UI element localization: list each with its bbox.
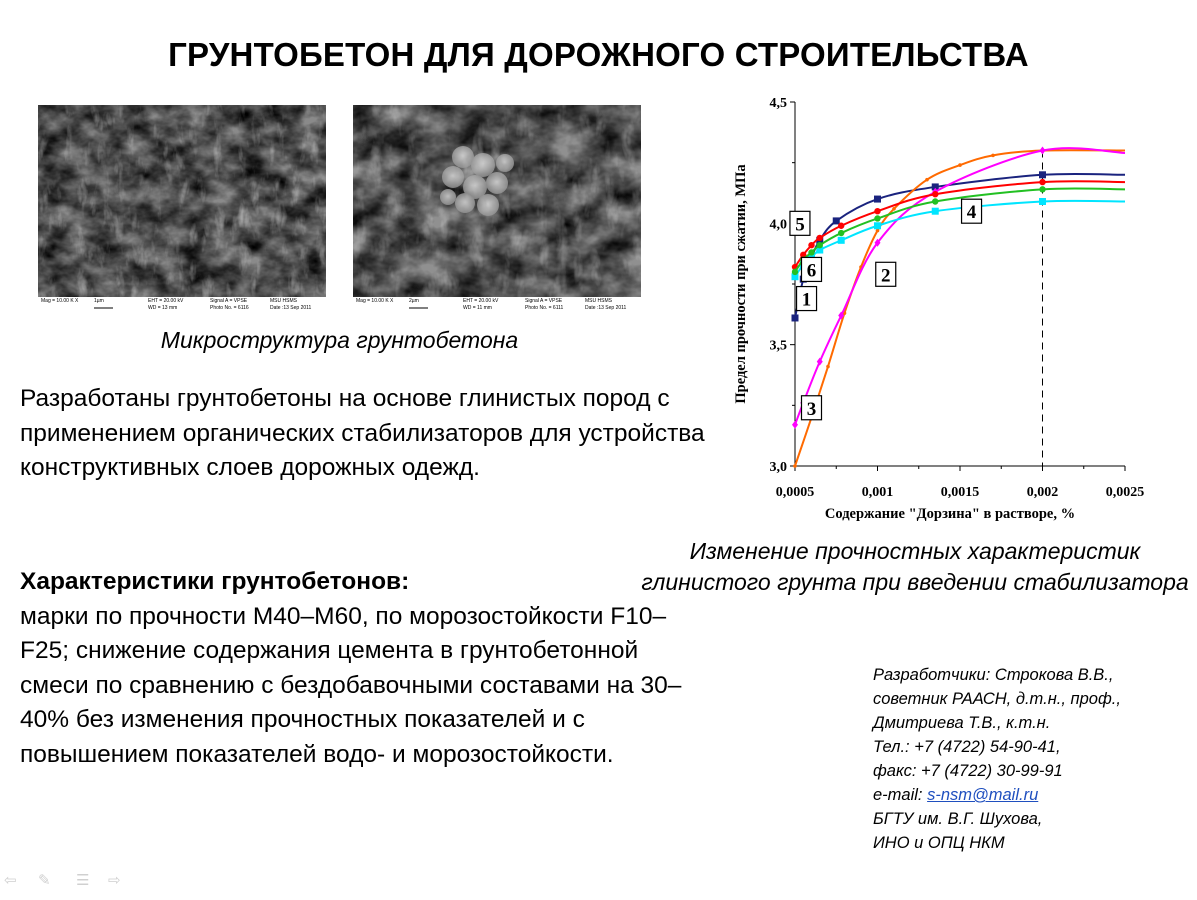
y-tick-label: 4,5 <box>769 96 787 111</box>
photo2-scale: 2µm <box>409 298 419 304</box>
specs-block <box>20 565 700 772</box>
slide-nav-controls <box>4 871 134 891</box>
series-2-point <box>876 229 880 233</box>
series-5-point <box>817 235 823 241</box>
dev-email-label: e-mail: <box>873 786 928 804</box>
series-4-point <box>1039 198 1046 205</box>
prev-arrow-icon[interactable]: ⇦ <box>4 872 17 889</box>
specs-heading: Характеристики грунтобетонов: <box>20 568 410 595</box>
series-2-point <box>925 178 929 182</box>
menu-icon[interactable]: ☰ <box>76 872 90 889</box>
x-tick-label: 0,0005 <box>775 485 815 500</box>
series-1-point <box>792 314 799 321</box>
specs-text: марки по прочности М40–М60, по морозостойкости F10–F25; снижение содержания цемента в грунтобетонной смеси по сравнению с бездобавочными составами на 30–40% без изменения прочностных показателей и с повышением показателей водо- и морозостойкости. <box>20 602 682 768</box>
curve-label-4: 4 <box>966 202 977 224</box>
series-4-point <box>874 222 881 229</box>
series-line-1 <box>795 174 1125 318</box>
series-line-5 <box>795 181 1125 267</box>
y-tick-label: 3,0 <box>769 460 787 475</box>
y-axis-label: Предел прочности при сжатии, МПа <box>733 164 749 404</box>
x-tick-label: 0,001 <box>861 485 894 500</box>
dev-line-5: факс: +7 (4722) 30-99-91 <box>873 762 1063 780</box>
series-6-point <box>1039 186 1045 192</box>
dev-line-8: ИНО и ОПЦ НКМ <box>873 834 1005 852</box>
curve-label-2: 2 <box>881 265 891 287</box>
dev-line-2: советник РААСН, д.т.н., проф., <box>873 690 1121 708</box>
sem-photo-2 <box>353 105 641 321</box>
y-tick-label: 3,5 <box>769 338 787 354</box>
series-2-point <box>958 163 962 167</box>
series-4-point <box>838 237 845 244</box>
x-axis-label: Содержание "Дорзина" в растворе, % <box>824 506 1076 522</box>
intro-paragraph: Разработаны грунтобетоны на основе глинистых пород с применением органических стабилизаторов для устройства конструктивных слоев дорожных одежд. <box>20 385 705 481</box>
dev-line-1: Разработчики: Строкова В.В., <box>873 666 1114 684</box>
series-1-point <box>1039 171 1046 178</box>
photo1-mag: Mag = 10.00 K X <box>41 298 79 304</box>
photo1-scale: 1µm <box>94 298 104 304</box>
x-tick-label: 0,0015 <box>940 485 980 500</box>
series-2-point <box>892 207 896 211</box>
curve-label-3: 3 <box>806 398 817 420</box>
sem-photo-1 <box>38 105 326 321</box>
photo2-lab: MSU HSMS <box>585 298 612 304</box>
series-6-point <box>808 249 814 255</box>
series-2-point <box>991 154 995 158</box>
series-2-point <box>793 464 797 468</box>
strength-chart-svg <box>715 88 1175 528</box>
series-5-point <box>874 208 880 214</box>
photo2-date: Date :13 Sep 2011 <box>585 305 627 311</box>
pen-icon[interactable]: ✎ <box>38 872 51 889</box>
series-4-point <box>932 208 939 215</box>
photo2-mag: Mag = 10.00 K X <box>356 298 394 304</box>
series-5-point <box>808 242 814 248</box>
series-6-point <box>817 242 823 248</box>
series-3-point <box>1040 147 1046 155</box>
y-tick-label: 4,0 <box>769 217 787 233</box>
series-5-point <box>838 223 844 229</box>
series-1-point <box>874 196 881 203</box>
dev-line-7: БГТУ им. В.Г. Шухова, <box>873 810 1043 828</box>
photo1-lab: MSU HSMS <box>270 298 297 304</box>
series-6-point <box>792 269 798 275</box>
photo1-eht: EHT = 20.00 kV <box>148 298 184 304</box>
photo2-signal: Signal A = VPSE <box>525 298 563 304</box>
series-5-point <box>932 191 938 197</box>
photo2-photo-no: Photo No. = 6111 <box>525 305 564 311</box>
series-5-point <box>1039 179 1045 185</box>
x-tick-label: 0,0025 <box>1105 485 1145 500</box>
chart-caption: Изменение прочностных характеристик глинистого грунта при введении стабилизатора <box>641 538 1189 595</box>
microstructure-caption: Микроструктура грунтобетона <box>160 327 519 353</box>
strength-chart <box>715 88 1175 528</box>
dev-line-3: Дмитриева Т.В., к.т.н. <box>873 714 1051 732</box>
next-arrow-icon[interactable]: ⇨ <box>108 872 121 889</box>
curve-label-6: 6 <box>806 260 817 282</box>
developers-block <box>873 663 1193 855</box>
email-link[interactable]: s-nsm@mail.ru <box>927 786 1039 804</box>
series-6-point <box>932 198 938 204</box>
dev-email-line <box>873 783 1193 807</box>
x-tick-label: 0,002 <box>1026 485 1059 500</box>
photo1-date: Date :13 Sep 2011 <box>270 305 312 311</box>
photo2-wd: WD = 11 mm <box>463 305 492 311</box>
dev-line-4: Тел.: +7 (4722) 54-90-41, <box>873 738 1061 756</box>
series-1-point <box>833 217 840 224</box>
curve-label-1: 1 <box>801 289 812 311</box>
series-6-point <box>874 215 880 221</box>
photo1-signal: Signal A = VPSE <box>210 298 248 304</box>
photo1-wd: WD = 13 mm <box>148 305 178 311</box>
photo1-photo-no: Photo No. = 6116 <box>210 305 249 311</box>
curve-label-5: 5 <box>795 214 805 236</box>
slide-title: ГРУНТОБЕТОН ДЛЯ ДОРОЖНОГО СТРОИТЕЛЬСТВА <box>168 36 1029 73</box>
series-2-point <box>826 365 830 369</box>
photo2-eht: EHT = 20.00 kV <box>463 298 499 304</box>
series-6-point <box>838 230 844 236</box>
